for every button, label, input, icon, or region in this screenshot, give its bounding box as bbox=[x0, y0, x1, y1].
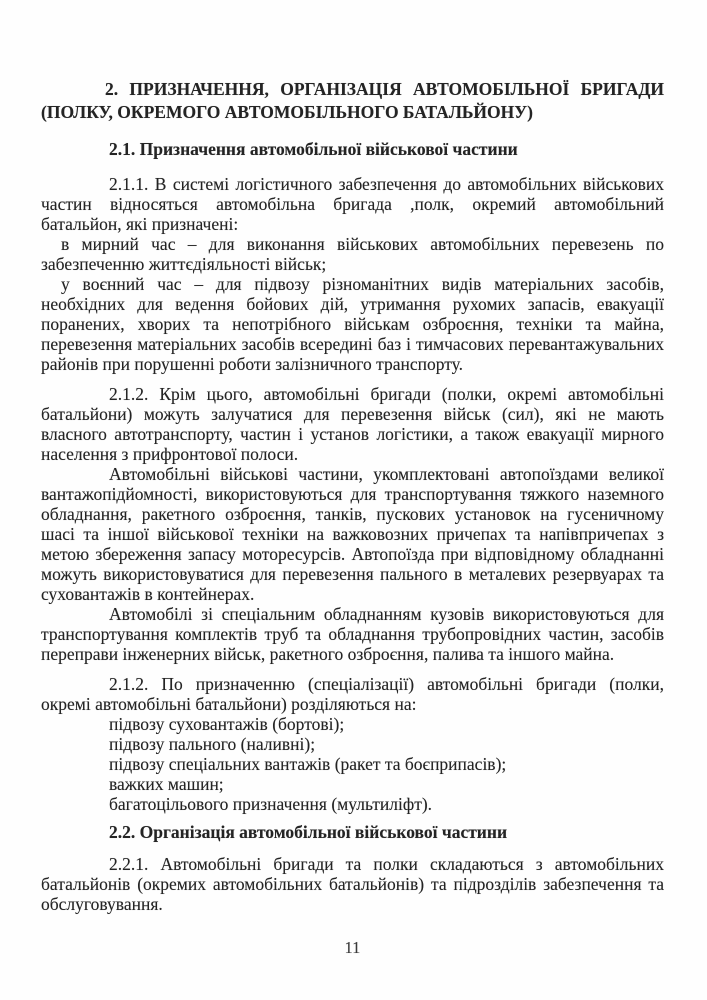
paragraph-heavy-duty: Автомобільні військові частини, укомплектовані автопоїздами великої вантажопідйомності, використовуються для транспортування тяжкого наземного обладнання, ракетного озброєння, танків, пускових установок на гусеничному шасі та іншої військової техніки на важковозних причепах та напівпричепах з метою збереження запасу моторесурсів. Автопоїзда при відповідному обладнанні можуть використовуватися для перевезення пального в металевих резервуарах та суховантажів в контейнерах. bbox=[41, 464, 664, 604]
specialization-list-item: підвозу спеціальних вантажів (ракет та боєприпасів); bbox=[109, 754, 507, 774]
chapter-heading-line1: 2. ПРИЗНАЧЕННЯ, ОРГАНІЗАЦІЯ АВТОМОБІЛЬНОЇ БРИГАДИ bbox=[105, 79, 664, 99]
chapter-heading-line2: (ПОЛКУ, ОКРЕМОГО АВТОМОБІЛЬНОГО БАТАЛЬЙОНУ) bbox=[41, 101, 533, 122]
section-2-2-heading: 2.2. Організація автомобільної військової частини bbox=[109, 822, 508, 842]
section-2-1-heading: 2.1. Призначення автомобільної військової частини bbox=[109, 139, 518, 159]
specialization-list bbox=[41, 714, 664, 814]
clause-peacetime: в мирний час – для виконання військових автомобільних перевезень по забезпеченню життєдіяльності військ; bbox=[41, 234, 664, 274]
paragraph-2-1-2-transport: 2.1.2. Крім цього, автомобільні бригади (полки, окремі автомобільні батальйони) можуть залучатися для перевезення військ (сил), які не мають власного автотранспорту, частин і установ логістики, а також евакуації мирного населення з прифронтової полоси. bbox=[41, 384, 664, 464]
page-text-block bbox=[41, 78, 664, 914]
specialization-list-item: багатоцільового призначення (мультиліфт). bbox=[109, 794, 433, 814]
page-number: 11 bbox=[344, 938, 361, 957]
paragraph-2-1-1: 2.1.1. В системі логістичного забезпечення до автомобільних військових частин відносяться автомобільна бригада ,полк, окремий автомобільний батальйон, які призначені: bbox=[41, 174, 664, 234]
paragraph-2-2-1: 2.2.1. Автомобільні бригади та полки складаються з автомобільних батальйонів (окремих автомобільних батальйонів) та підрозділів забезпечення та обслуговування. bbox=[41, 854, 664, 914]
specialization-list-item: підвозу пального (наливні); bbox=[109, 734, 316, 754]
specialization-list-item: підвозу суховантажів (бортові); bbox=[109, 714, 345, 734]
paragraph-special-bodies: Автомобілі зі спеціальним обладнанням кузовів використовуються для транспортування комплектів труб та обладнання трубопровідних частин, засобів переправи інженерних військ, ракетного озброєння, палива та іншого майна. bbox=[41, 604, 664, 664]
paragraph-2-1-2-specialization: 2.1.2. По призначенню (спеціалізації) автомобільні бригади (полки, окремі автомобільні батальйони) розділяються на: bbox=[41, 674, 664, 714]
chapter-heading bbox=[41, 78, 664, 123]
specialization-list-item: важких машин; bbox=[109, 774, 224, 794]
clause-wartime: у воєнний час – для підвозу різноманітних видів матеріальних засобів, необхідних для ведення бойових дій, утримання рухомих запасів, евакуації поранених, хворих та непотрібного військам озброєння, техніки та майна, перевезення матеріальних засобів всередині баз і тимчасових перевантажувальних районів при порушенні роботи залізничного транспорту. bbox=[41, 274, 664, 374]
